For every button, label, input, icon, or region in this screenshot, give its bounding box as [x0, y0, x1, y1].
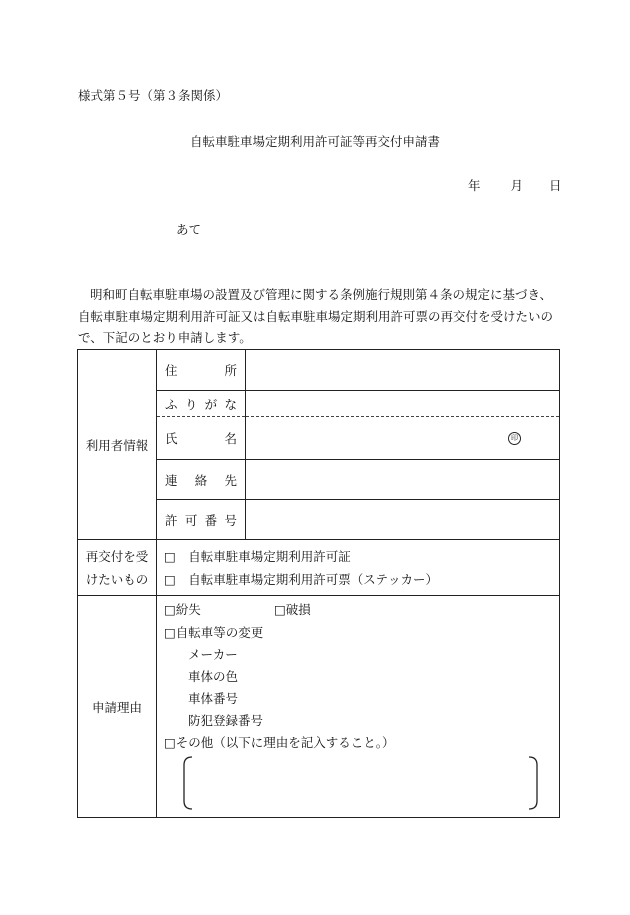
contact-label: 連 絡 先: [157, 460, 246, 500]
furigana-label: ふ り が な: [157, 391, 246, 417]
reason-change[interactable]: □自転車等の変更: [164, 625, 264, 640]
address-field[interactable]: [246, 350, 560, 391]
user-info-label: 利用者情報: [78, 350, 157, 540]
address-label: 住 所: [157, 350, 246, 391]
reissue-label: 再交付を受 けたいもの: [78, 540, 157, 596]
reason-other[interactable]: □その他（以下に理由を記入すること。）: [164, 735, 395, 750]
date-year: 年: [468, 178, 481, 193]
change-maker: メーカー: [188, 647, 238, 662]
reason-lost[interactable]: □紛失: [164, 602, 201, 617]
option-permit-card[interactable]: □ 自転車駐車場定期利用許可証: [164, 548, 351, 564]
form-title: 自転車駐車場定期利用許可証等再交付申請書: [189, 134, 440, 149]
change-crime-registration: 防犯登録番号: [188, 713, 264, 728]
contact-field[interactable]: [246, 460, 560, 500]
name-field[interactable]: [246, 417, 560, 460]
permit-number-field[interactable]: [246, 500, 560, 540]
name-label: 氏 名: [157, 417, 246, 460]
change-body-number: 車体番号: [188, 691, 239, 706]
seal-mark: 印: [508, 432, 521, 445]
reissue-options: [157, 540, 560, 596]
permit-number-label: 許 可 番 号: [157, 500, 246, 540]
intro-text: 明和町自転車駐車場の設置及び管理に関する条例施行規則第４条の規定に基づき、自転車駐車場定期利用許可証又は自転車駐車場定期利用許可票の再交付を受けたいので、下記のとおり申請します。: [78, 287, 554, 345]
reason-cell: [157, 596, 560, 818]
reason-damaged[interactable]: □破損: [274, 602, 311, 617]
date-month: 月: [510, 178, 524, 193]
form-number: 様式第５号（第３条関係）: [78, 88, 229, 103]
change-color: 車体の色: [188, 669, 239, 684]
furigana-field[interactable]: [246, 391, 560, 417]
addressee: あて: [176, 222, 202, 237]
reason-bracket[interactable]: [182, 756, 539, 810]
reason-label: 申請理由: [78, 596, 157, 818]
date-line: [468, 176, 562, 194]
application-table: [77, 349, 560, 818]
option-permit-sticker[interactable]: □ 自転車駐車場定期利用許可票（ステッカー）: [164, 571, 439, 587]
date-day: 日: [549, 178, 562, 193]
